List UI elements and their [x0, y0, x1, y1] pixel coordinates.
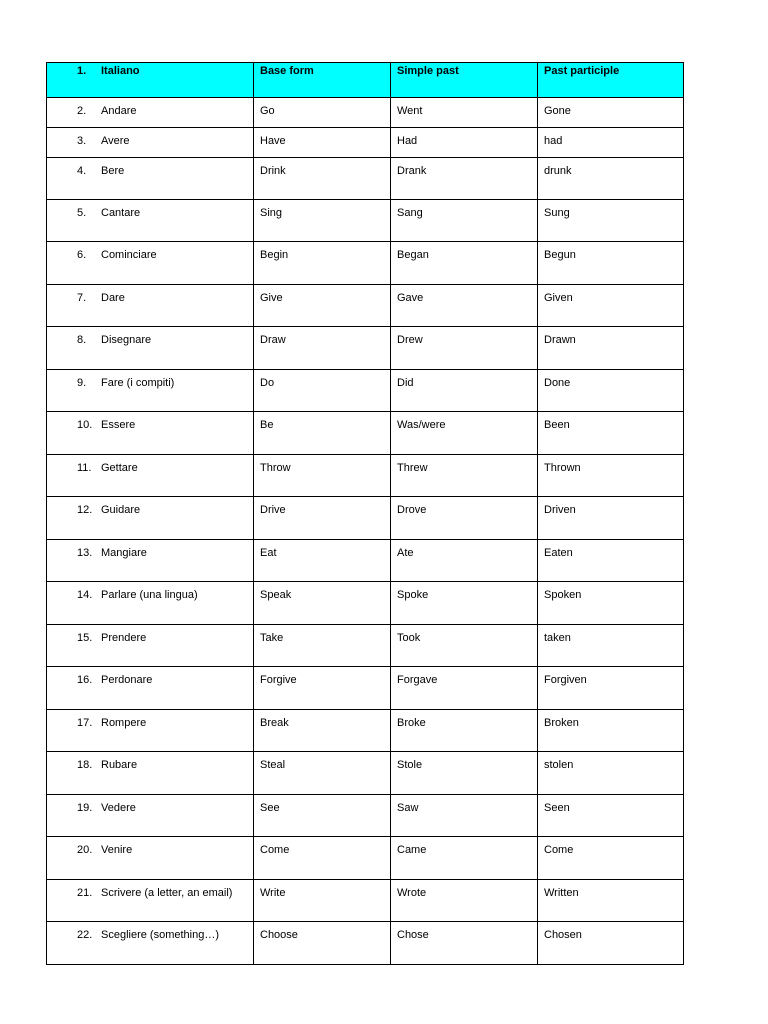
past-participle-cell: Done [538, 370, 684, 412]
table-row [47, 455, 684, 497]
past-participle-cell: Sung [538, 200, 684, 242]
base-form-cell: Be [254, 412, 391, 455]
base-form-cell: Break [254, 710, 391, 752]
row-number: 16. [77, 674, 93, 686]
simple-past-cell: Drove [391, 497, 538, 540]
simple-past-cell: Drew [391, 327, 538, 370]
italiano-verb: Disegnare [101, 334, 152, 346]
header-italiano-cell [47, 63, 254, 98]
italiano-verb: Scrivere (a letter, an email) [101, 887, 233, 899]
base-form-cell: Begin [254, 242, 391, 285]
row-number: 18. [77, 759, 93, 771]
table-header-row [47, 63, 684, 98]
italiano-verb: Avere [101, 135, 130, 147]
simple-past-cell: Sang [391, 200, 538, 242]
italiano-verb: Bere [101, 165, 125, 177]
simple-past-cell: Stole [391, 752, 538, 795]
simple-past-cell: Drank [391, 158, 538, 200]
italiano-cell [47, 285, 254, 327]
row-number: 9. [77, 377, 87, 389]
italiano-cell [47, 455, 254, 497]
table-row [47, 922, 684, 965]
table-row [47, 412, 684, 455]
base-form-cell: Take [254, 625, 391, 667]
header-number: 1. [77, 65, 87, 77]
base-form-cell: Speak [254, 582, 391, 625]
table-row [47, 128, 684, 158]
italiano-verb: Guidare [101, 504, 141, 516]
row-number: 4. [77, 165, 87, 177]
italiano-verb: Rubare [101, 759, 138, 771]
header-italiano: Italiano [101, 65, 140, 77]
italiano-verb: Scegliere (something…) [101, 929, 219, 941]
table-row [47, 158, 684, 200]
italiano-cell [47, 880, 254, 922]
italiano-verb: Andare [101, 105, 137, 117]
base-form-cell: Drink [254, 158, 391, 200]
simple-past-cell: Had [391, 128, 538, 158]
italiano-cell [47, 98, 254, 128]
italiano-cell [47, 497, 254, 540]
base-form-cell: Forgive [254, 667, 391, 710]
simple-past-cell: Ate [391, 540, 538, 582]
italiano-verb: Fare (i compiti) [101, 377, 175, 389]
italiano-cell [47, 412, 254, 455]
past-participle-cell: taken [538, 625, 684, 667]
italiano-cell [47, 158, 254, 200]
base-form-cell: Draw [254, 327, 391, 370]
past-participle-cell: Seen [538, 795, 684, 837]
row-number: 14. [77, 589, 93, 601]
italiano-cell [47, 625, 254, 667]
past-participle-cell: Drawn [538, 327, 684, 370]
past-participle-cell: Written [538, 880, 684, 922]
simple-past-cell: Wrote [391, 880, 538, 922]
past-participle-cell: Come [538, 837, 684, 880]
row-number: 22. [77, 929, 93, 941]
table-row [47, 795, 684, 837]
italiano-verb: Prendere [101, 632, 147, 644]
base-form-cell: Do [254, 370, 391, 412]
base-form-cell: Give [254, 285, 391, 327]
row-number: 8. [77, 334, 87, 346]
table-row [47, 582, 684, 625]
italiano-cell [47, 200, 254, 242]
past-participle-cell: had [538, 128, 684, 158]
row-number: 12. [77, 504, 93, 516]
past-participle-cell: Begun [538, 242, 684, 285]
row-number: 7. [77, 292, 87, 304]
verb-table [46, 62, 684, 965]
table-row [47, 710, 684, 752]
base-form-cell: See [254, 795, 391, 837]
base-form-cell: Eat [254, 540, 391, 582]
italiano-verb: Mangiare [101, 547, 147, 559]
table-row [47, 370, 684, 412]
row-number: 21. [77, 887, 93, 899]
simple-past-cell: Went [391, 98, 538, 128]
row-number: 20. [77, 844, 93, 856]
italiano-cell [47, 795, 254, 837]
table-row [47, 327, 684, 370]
past-participle-cell: Thrown [538, 455, 684, 497]
italiano-cell [47, 327, 254, 370]
simple-past-cell: Gave [391, 285, 538, 327]
header-simple-past: Simple past [391, 63, 538, 98]
row-number: 10. [77, 419, 93, 431]
italiano-verb: Gettare [101, 462, 138, 474]
table-row [47, 285, 684, 327]
header-base-form: Base form [254, 63, 391, 98]
row-number: 19. [77, 802, 93, 814]
row-number: 6. [77, 249, 87, 261]
simple-past-cell: Broke [391, 710, 538, 752]
base-form-cell: Sing [254, 200, 391, 242]
italiano-cell [47, 922, 254, 965]
past-participle-cell: stolen [538, 752, 684, 795]
table-row [47, 98, 684, 128]
italiano-cell [47, 582, 254, 625]
base-form-cell: Drive [254, 497, 391, 540]
simple-past-cell: Was/were [391, 412, 538, 455]
base-form-cell: Come [254, 837, 391, 880]
base-form-cell: Choose [254, 922, 391, 965]
italiano-cell [47, 370, 254, 412]
italiano-cell [47, 667, 254, 710]
past-participle-cell: Driven [538, 497, 684, 540]
table-row [47, 837, 684, 880]
base-form-cell: Go [254, 98, 391, 128]
base-form-cell: Write [254, 880, 391, 922]
table-row [47, 540, 684, 582]
simple-past-cell: Chose [391, 922, 538, 965]
italiano-cell [47, 242, 254, 285]
italiano-verb: Cominciare [101, 249, 157, 261]
past-participle-cell: Spoken [538, 582, 684, 625]
simple-past-cell: Threw [391, 455, 538, 497]
past-participle-cell: Chosen [538, 922, 684, 965]
table-row [47, 242, 684, 285]
italiano-verb: Rompere [101, 717, 147, 729]
simple-past-cell: Did [391, 370, 538, 412]
past-participle-cell: Broken [538, 710, 684, 752]
italiano-cell [47, 540, 254, 582]
base-form-cell: Have [254, 128, 391, 158]
italiano-verb: Cantare [101, 207, 141, 219]
simple-past-cell: Saw [391, 795, 538, 837]
italiano-verb: Essere [101, 419, 136, 431]
past-participle-cell: Been [538, 412, 684, 455]
italiano-cell [47, 128, 254, 158]
italiano-verb: Dare [101, 292, 125, 304]
past-participle-cell: drunk [538, 158, 684, 200]
table-row [47, 880, 684, 922]
italiano-verb: Parlare (una lingua) [101, 589, 198, 601]
table-row [47, 497, 684, 540]
simple-past-cell: Began [391, 242, 538, 285]
past-participle-cell: Gone [538, 98, 684, 128]
table-row [47, 667, 684, 710]
table-row [47, 625, 684, 667]
italiano-verb: Vedere [101, 802, 136, 814]
header-past-participle: Past participle [538, 63, 684, 98]
simple-past-cell: Spoke [391, 582, 538, 625]
italiano-cell [47, 710, 254, 752]
simple-past-cell: Took [391, 625, 538, 667]
row-number: 11. [77, 462, 92, 474]
italiano-cell [47, 837, 254, 880]
row-number: 13. [77, 547, 93, 559]
italiano-cell [47, 752, 254, 795]
simple-past-cell: Forgave [391, 667, 538, 710]
row-number: 17. [77, 717, 93, 729]
past-participle-cell: Given [538, 285, 684, 327]
row-number: 15. [77, 632, 93, 644]
row-number: 5. [77, 207, 87, 219]
table-row [47, 752, 684, 795]
table-row [47, 200, 684, 242]
simple-past-cell: Came [391, 837, 538, 880]
row-number: 3. [77, 135, 87, 147]
base-form-cell: Steal [254, 752, 391, 795]
row-number: 2. [77, 105, 87, 117]
italiano-verb: Perdonare [101, 674, 153, 686]
past-participle-cell: Forgiven [538, 667, 684, 710]
base-form-cell: Throw [254, 455, 391, 497]
past-participle-cell: Eaten [538, 540, 684, 582]
italiano-verb: Venire [101, 844, 133, 856]
